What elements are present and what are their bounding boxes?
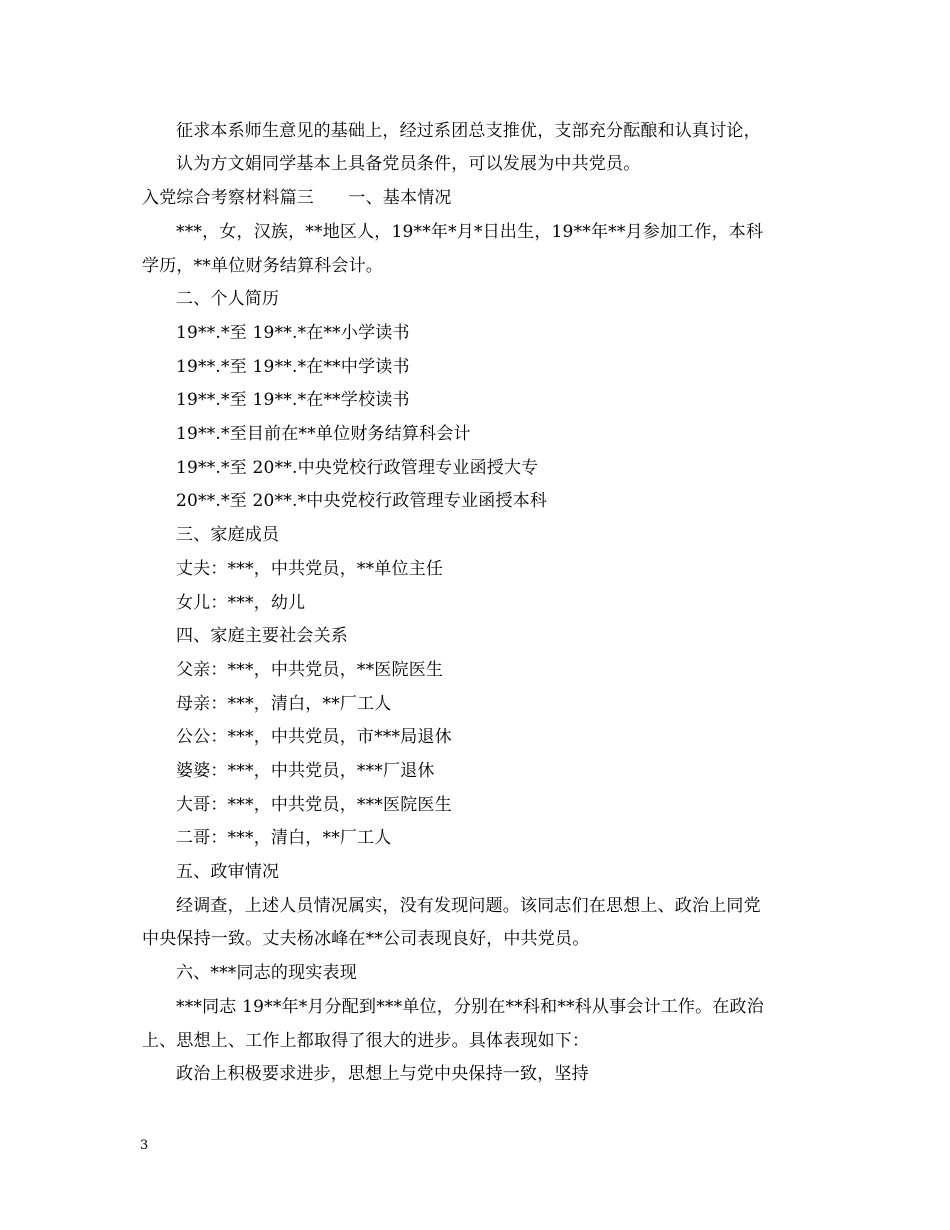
paragraph-line: 经调查，上述人员情况属实，没有发现问题。该同志们在思想上、政治上同党 bbox=[176, 896, 761, 916]
resume-entry: 19**.*至 19**.*在**小学读书 bbox=[176, 323, 410, 343]
paragraph-line: ***，女，汉族，**地区人，19**年*月*日出生，19**年**月参加工作，本科 bbox=[176, 222, 764, 242]
family-member: 丈夫：***，中共党员，**单位主任 bbox=[176, 559, 444, 579]
section-title-line: 入党综合考察材料篇三 一、基本情况 bbox=[142, 188, 452, 208]
paragraph-line: 认为方文娟同学基本上具备党员条件，可以发展为中共党员。 bbox=[176, 154, 641, 174]
paragraph-line: 上、思想上、工作上都取得了很大的进步。具体表现如下： bbox=[142, 1031, 590, 1051]
paragraph-line: 中央保持一致。丈夫杨冰峰在**公司表现良好，中共党员。 bbox=[142, 929, 590, 949]
section-heading: 三、家庭成员 bbox=[176, 525, 280, 545]
paragraph-line: 征求本系师生意见的基础上，经过系团总支推优，支部充分酝酿和认真讨论， bbox=[176, 121, 761, 141]
relation-entry: 大哥：***，中共党员，***医院医生 bbox=[176, 795, 452, 815]
resume-entry: 19**.*至目前在**单位财务结算科会计 bbox=[176, 424, 471, 444]
relation-entry: 二哥：***，清白，**厂工人 bbox=[176, 828, 392, 848]
paragraph-line: ***同志 19**年*月分配到***单位，分别在**科和**科从事会计工作。在政治 bbox=[176, 997, 764, 1017]
resume-entry: 20**.*至 20**.*中央党校行政管理专业函授本科 bbox=[176, 491, 548, 511]
relation-entry: 母亲：***，清白，**厂工人 bbox=[176, 694, 392, 714]
paragraph-line: 政治上积极要求进步，思想上与党中央保持一致，坚持 bbox=[176, 1064, 589, 1084]
section-heading: 六、***同志的现实表现 bbox=[176, 963, 357, 983]
relation-entry: 父亲：***，中共党员，**医院医生 bbox=[176, 660, 444, 680]
section-heading: 四、家庭主要社会关系 bbox=[176, 626, 348, 646]
resume-entry: 19**.*至 19**.*在**中学读书 bbox=[176, 357, 410, 377]
relation-entry: 婆婆：***，中共党员，***厂退休 bbox=[176, 761, 435, 781]
section-heading: 二、个人简历 bbox=[176, 289, 280, 309]
page-number: 3 bbox=[140, 1138, 149, 1153]
family-member: 女儿：***，幼儿 bbox=[176, 593, 306, 613]
paragraph-line: 学历，**单位财务结算科会计。 bbox=[142, 256, 383, 276]
resume-entry: 19**.*至 20**.中央党校行政管理专业函授大专 bbox=[176, 458, 539, 478]
resume-entry: 19**.*至 19**.*在**学校读书 bbox=[176, 390, 410, 410]
section-heading: 五、政审情况 bbox=[176, 862, 280, 882]
relation-entry: 公公：***，中共党员，市***局退休 bbox=[176, 727, 452, 747]
